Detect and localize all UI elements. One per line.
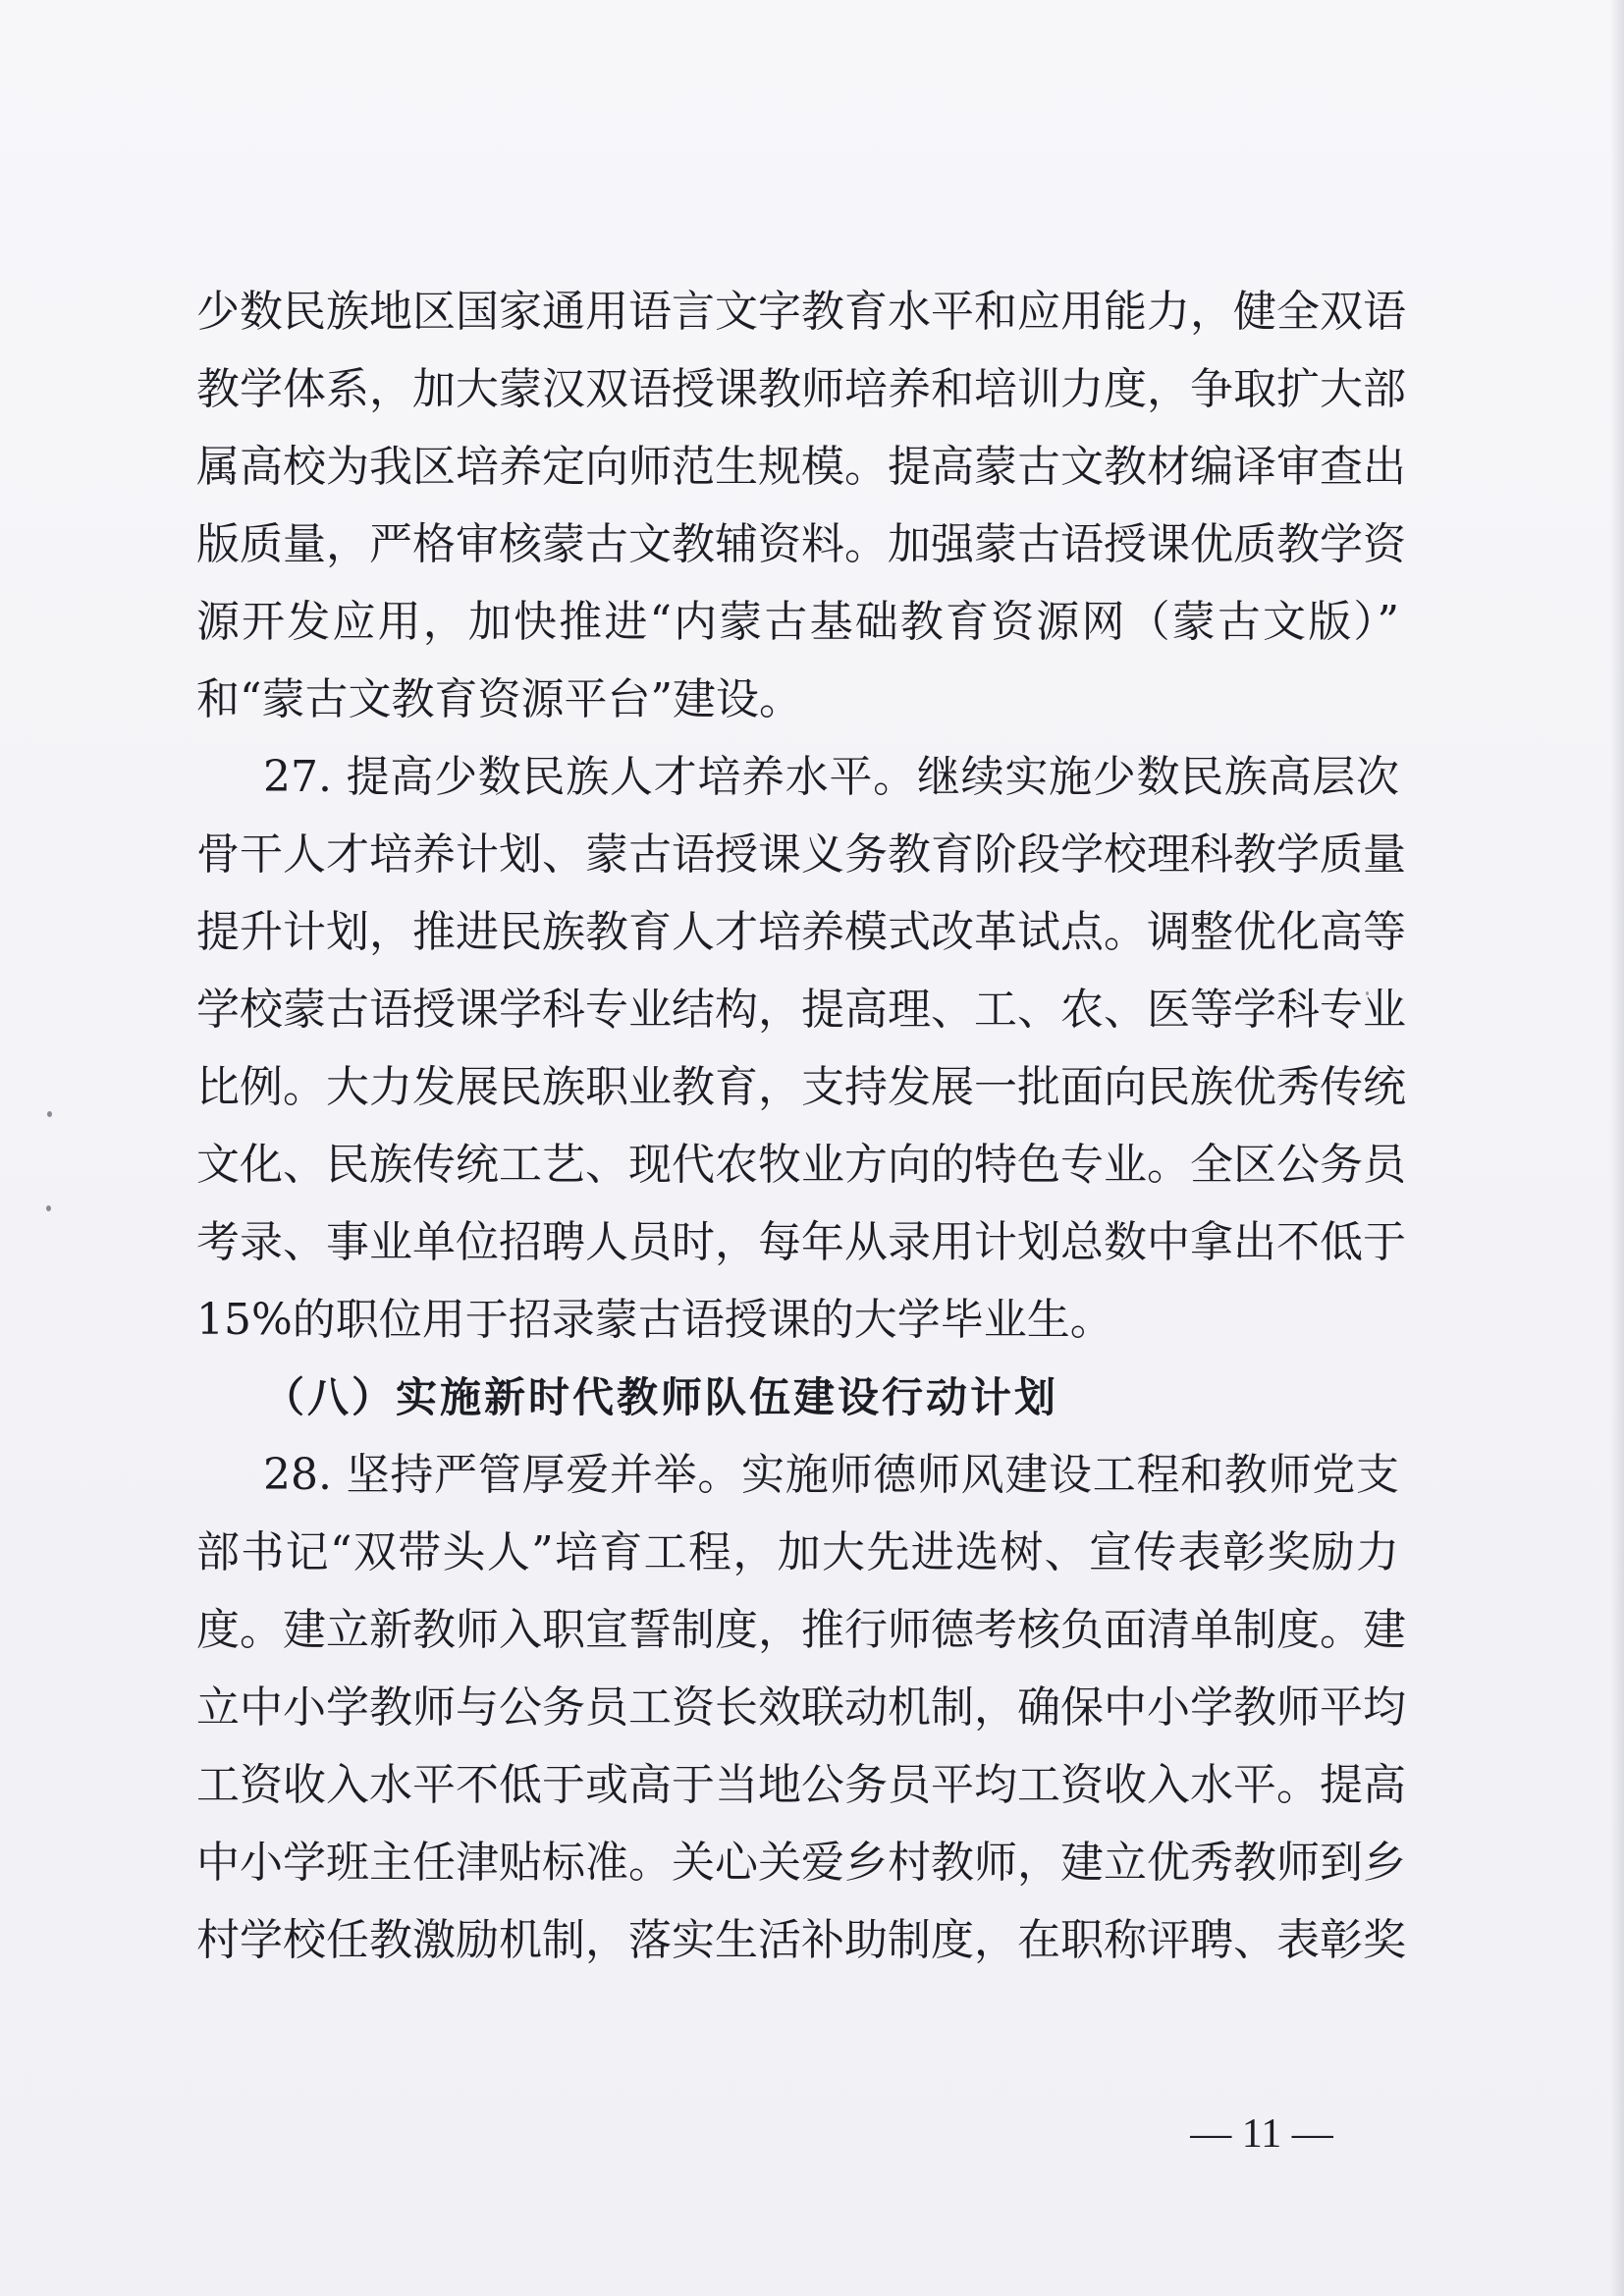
page-number: — 11 — [1190,2111,1333,2157]
body-text-line: 版质量，严格审核蒙古文教辅资料。加强蒙古语授课优质教学资 [196,519,1406,569]
body-text-line: 源开发应用，加快推进“内蒙古基础教育资源网（蒙古文版）” [196,597,1399,647]
item-28-first-line: 28. 坚持严管厚爱并举。实施师德师风建设工程和教师党支 [263,1450,1399,1500]
body-text-line: 立中小学教师与公务员工资长效联动机制，确保中小学教师平均 [196,1682,1406,1733]
section-heading: （八）实施新时代教师队伍建设行动计划 [263,1373,1059,1421]
body-text-line: 比例。大力发展民族职业教育，支持发展一批面向民族优秀传统 [196,1062,1406,1112]
body-text-line: 属高校为我区培养定向师范生规模。提高蒙古文教材编译审查出 [196,442,1406,492]
body-text-line: 学校蒙古语授课学科专业结构，提高理、工、农、医等学科专业 [196,985,1406,1035]
body-text-line: 文化、民族传统工艺、现代农牧业方向的特色专业。全区公务员 [196,1140,1406,1190]
body-text-line: 考录、事业单位招聘人员时，每年从录用计划总数中拿出不低于 [196,1217,1406,1267]
body-text-line: 教学体系，加大蒙汉双语授课教师培养和培训力度，争取扩大部 [196,364,1406,414]
body-text-line: 工资收入水平不低于或高于当地公务员平均工资收入水平。提高 [196,1760,1406,1810]
body-text-line: 15%的职位用于招录蒙古语授课的大学毕业生。 [196,1295,1113,1345]
body-text-line: 少数民族地区国家通用语言文字教育水平和应用能力，健全双语 [196,287,1406,337]
scan-speck [46,1205,51,1211]
body-text-line: 度。建立新教师入职宣誓制度，推行师德考核负面清单制度。建 [196,1605,1406,1655]
body-text-line: 中小学班主任津贴标准。关心关爱乡村教师，建立优秀教师到乡 [196,1838,1406,1888]
body-text-line: 和“蒙古文教育资源平台”建设。 [196,674,802,724]
page-edge-shadow [1610,0,1624,2296]
body-text-line: 提升计划，推进民族教育人才培养模式改革试点。调整优化高等 [196,907,1406,957]
body-text-line: 部书记“双带头人”培育工程，加大先进选树、宣传表彰奖励力 [196,1527,1399,1577]
body-text-line: 骨干人才培养计划、蒙古语授课义务教育阶段学校理科教学质量 [196,829,1406,880]
body-text-line: 村学校任教激励机制，落实生活补助制度，在职称评聘、表彰奖 [196,1915,1406,1965]
item-27-first-line: 27. 提高少数民族人才培养水平。继续实施少数民族高层次 [263,752,1399,802]
scan-speck [47,1111,52,1117]
